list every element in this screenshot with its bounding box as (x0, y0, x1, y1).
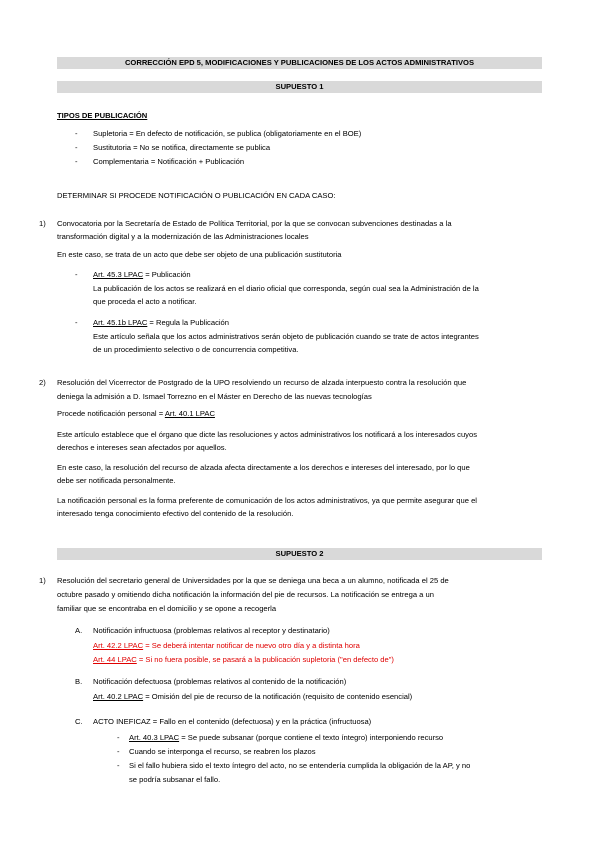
list-bullet: - (117, 733, 120, 742)
paragraph-1-line1: Este artículo establece que el órgano que dicte las resoluciones y actos administrativos los notificará a los interesados cuyos (57, 430, 477, 439)
case-number: 2) (39, 378, 46, 387)
paragraph-1-line2: derechos e intereses sean afectados por aquellos. (57, 443, 227, 452)
list-bullet: - (75, 157, 78, 166)
item-letter-b: B. (75, 677, 83, 686)
art-42-2-ref: Art. 42.2 LPAC (93, 641, 144, 650)
paragraph-3-line2: interesado tenga conocimiento efectivo del contenido de la resolución. (57, 509, 294, 518)
notificacion-defectuosa-title: Notificación defectuosa (problemas relativos al contenido de la notificación) (93, 677, 347, 686)
case-1-intro: En este caso, se trata de un acto que debe ser objeto de una publicación sustitutoria (57, 250, 342, 259)
case-1-statement-line1: Convocatoria por la Secretaría de Estado de Política Territorial, por la que se convocan subvenciones destinadas a la (57, 219, 452, 228)
art-44-text: = Si no fuera posible, se pasará a la publicación supletoria ("en defecto de") (136, 655, 394, 664)
case-number: 1) (39, 576, 46, 585)
art-42-2-text: = Se deberá intentar notificar de nuevo otro día y a distinta hora (143, 641, 360, 650)
case-1-statement-line2: transformación digital y a la modernización de las Administraciones locales (57, 232, 309, 241)
list-bullet: - (75, 129, 78, 138)
art-44-line (93, 655, 394, 664)
art-40-2-text: = Omisión del pie de recurso de la notificación (requisito de contenido esencial) (143, 692, 413, 701)
list-bullet: - (75, 143, 78, 152)
art-44-ref: Art. 44 LPAC (93, 655, 137, 664)
section-heading-supuesto-1: SUPUESTO 1 (57, 81, 542, 93)
document-title: CORRECCIÓN EPD 5, MODIFICACIONES Y PUBLICACIONES DE LOS ACTOS ADMINISTRATIVOS (57, 57, 542, 69)
art-45-3-heading (93, 270, 191, 279)
item-letter-c: C. (75, 717, 83, 726)
tipos-item-sustitutoria: Sustitutoria = No se notifica, directamente se publica (93, 143, 271, 152)
art-45-1b-text-line1: Este artículo señala que los actos administrativos serán objeto de publicación cuando se trate de actos integrantes (93, 332, 479, 341)
paragraph-2-line1: En este caso, la resolución del recurso de alzada afecta directamente a los derechos e intereses del interesado, por lo que (57, 463, 470, 472)
art-40-1-ref: Art. 40.1 LPAC (164, 409, 215, 418)
case-2-statement-line2: deniega la admisión a D. Ismael Torrezno en el Máster en Derecho de las nuevas tecnologías (57, 392, 372, 401)
list-bullet: - (117, 747, 120, 756)
procede-notificacion (57, 409, 215, 418)
section-heading-supuesto-2: SUPUESTO 2 (57, 548, 542, 560)
art-45-1b-ref: Art. 45.1b LPAC (93, 318, 148, 327)
art-40-3-ref: Art. 40.3 LPAC (129, 733, 180, 742)
art-45-1b-title: = Regula la Publicación (147, 318, 229, 327)
determinar-heading: DETERMINAR SI PROCEDE NOTIFICACIÓN O PUBLICACIÓN EN CADA CASO: (57, 191, 336, 200)
list-bullet: - (117, 761, 120, 770)
tipos-heading: TIPOS DE PUBLICACIÓN (57, 111, 148, 120)
list-bullet: - (75, 318, 78, 327)
art-45-3-text-line2: que proceda el acto a notificar. (93, 297, 197, 306)
art-45-3-text-line1: La publicación de los actos se realizará en el diario oficial que corresponda, según cual sea la Administración de la (93, 284, 479, 293)
paragraph-3-line1: La notificación personal es la forma preferente de comunicación de los actos administrativos, ya que permite asegurar que el (57, 496, 477, 505)
art-40-2-ref: Art. 40.2 LPAC (93, 692, 144, 701)
tipos-item-supletoria: Supletoria = En defecto de notificación, se publica (obligatoriamente en el BOE) (93, 129, 362, 138)
notificacion-infructuosa-title: Notificación infructuosa (problemas relativos al receptor y destinatario) (93, 626, 330, 635)
case-number: 1) (39, 219, 46, 228)
art-45-3-ref: Art. 45.3 LPAC (93, 270, 144, 279)
s2-statement-line3: familiar que se encontraba en el domicilio y se opone a recogerla (57, 604, 277, 613)
paragraph-2-line2: debe ser notificada personalmente. (57, 476, 176, 485)
reabren-plazos-item: Cuando se interponga el recurso, se reabren los plazos (129, 747, 316, 756)
art-40-3-line (129, 733, 443, 742)
art-45-1b-text-line2: de un procedimiento selectivo o de concurrencia competitiva. (93, 345, 299, 354)
art-42-2-line (93, 641, 360, 650)
art-45-1b-heading (93, 318, 229, 327)
art-45-3-title: = Publicación (143, 270, 191, 279)
list-bullet: - (75, 270, 78, 279)
tipos-item-complementaria: Complementaria = Notificación + Publicación (93, 157, 245, 166)
acto-ineficaz-title: ACTO INEFICAZ = Fallo en el contenido (defectuosa) y en la práctica (infructuosa) (93, 717, 372, 726)
item-letter-a: A. (75, 626, 83, 635)
procede-label: Procede notificación personal = (57, 409, 165, 418)
art-40-3-text: = Se puede subsanar (porque contiene el texto íntegro) interponiendo recurso (179, 733, 444, 742)
art-40-2-line (93, 692, 412, 701)
fallo-texto-integro-line1: Si el fallo hubiera sido el texto íntegro del acto, no se entendería cumplida la obligación de la AP, y no (129, 761, 471, 770)
case-2-statement-line1: Resolución del Vicerrector de Postgrado de la UPO resolviendo un recurso de alzada interpuesto contra la resolución que (57, 378, 467, 387)
fallo-texto-integro-line2: se podría subsanar el fallo. (129, 775, 221, 784)
s2-statement-line1: Resolución del secretario general de Universidades por la que se deniega una beca a un alumno, notificada el 25 de (57, 576, 449, 585)
s2-statement-line2: octubre pasado y omitiendo dicha notificación la información del pie de recursos. La notificación se entrega a un (57, 590, 434, 599)
